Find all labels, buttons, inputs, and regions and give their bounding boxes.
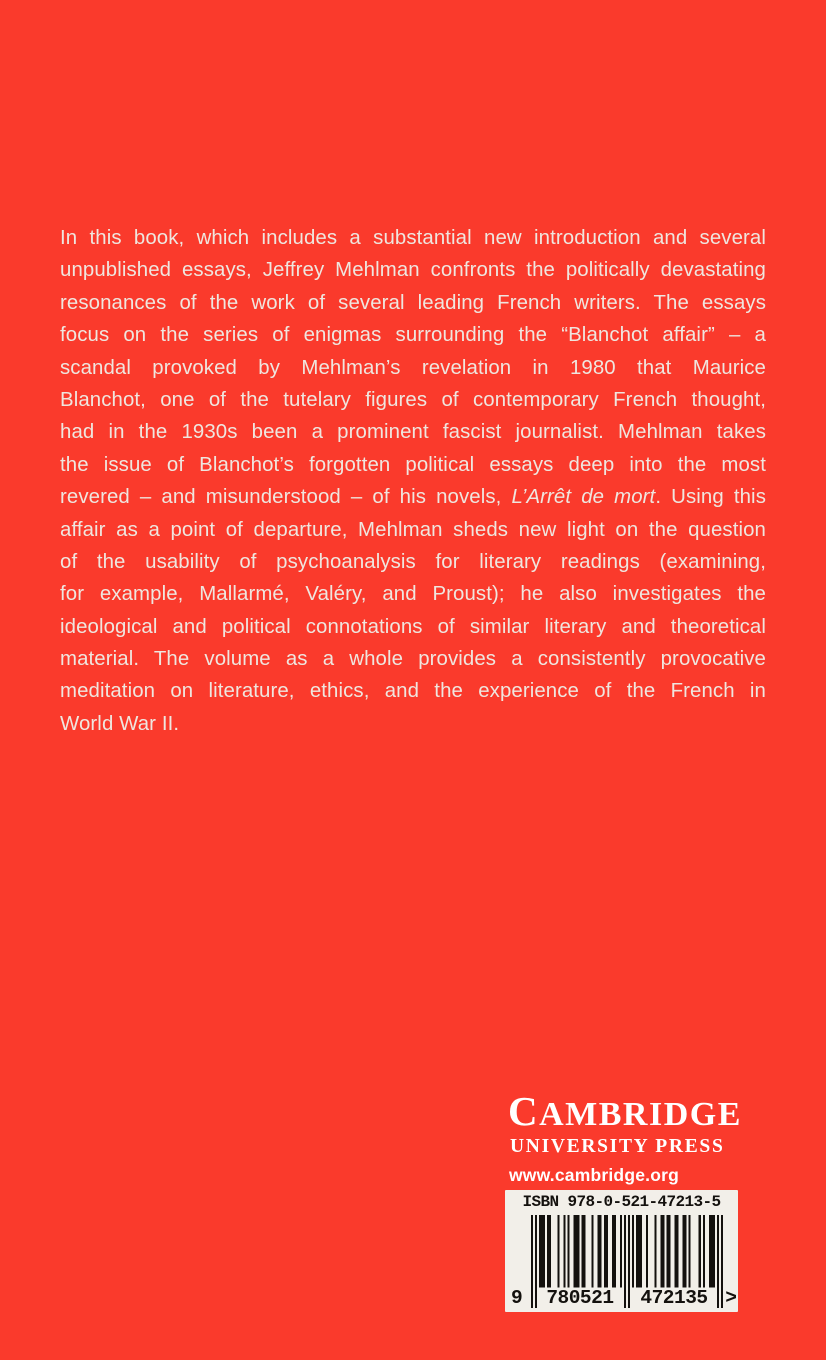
blurb-line: for example, Mallarmé, Valéry, and Proust); he also investigates the xyxy=(60,583,766,606)
barcode-digit-first: 9 xyxy=(511,1287,523,1309)
blurb-line: meditation on literature, ethics, and the experience of the French in xyxy=(60,680,766,703)
blurb-line: material. The volume as a whole provides a consistently provocative xyxy=(60,648,766,671)
back-cover-blurb xyxy=(60,222,766,740)
blurb-line: had in the 1930s been a prominent fascist journalist. Mehlman takes xyxy=(60,421,766,444)
blurb-line: focus on the series of enigmas surrounding the “Blanchot affair” – a xyxy=(60,324,766,347)
isbn-label: ISBN 978-0-521-47213-5 xyxy=(522,1193,721,1211)
barcode-end-marker: > xyxy=(725,1287,737,1309)
blurb-text: . Using this xyxy=(655,486,766,509)
barcode-digits xyxy=(511,1287,737,1309)
blurb-line: resonances of the work of several leading French writers. The essays xyxy=(60,291,766,314)
book-title-italic: L’Arrêt de mort xyxy=(511,486,656,509)
isbn-barcode-box xyxy=(505,1190,738,1312)
blurb-line: of the usability of psychoanalysis for literary readings (examining, xyxy=(60,550,766,573)
publisher-website-url: www.cambridge.org xyxy=(509,1165,680,1185)
blurb-line: World War II. xyxy=(60,712,180,735)
barcode-digit-group1: 780521 xyxy=(546,1287,614,1309)
blurb-text: revered – and misunderstood – of his novels, xyxy=(60,486,512,509)
blurb-line-with-book-title xyxy=(60,481,766,513)
publisher-logo xyxy=(508,1088,742,1185)
blurb-line: ideological and political connotations of similar literary and theoretical xyxy=(60,615,766,638)
university-press-label: UNIVERSITY PRESS xyxy=(510,1136,725,1157)
blurb-line: the issue of Blanchot’s forgotten political essays deep into the most xyxy=(60,453,766,476)
blurb-line: Blanchot, one of the tutelary figures of contemporary French thought, xyxy=(60,388,766,411)
blurb-line: In this book, which includes a substantial new introduction and several xyxy=(60,227,766,249)
blurb-line: scandal provoked by Mehlman’s revelation in 1980 that Maurice xyxy=(60,356,766,379)
blurb-line: unpublished essays, Jeffrey Mehlman confronts the politically devastating xyxy=(60,259,766,282)
barcode-digit-group2: 472135 xyxy=(640,1287,708,1309)
cambridge-wordmark: CAMBRIDGE xyxy=(508,1088,742,1134)
blurb-line: affair as a point of departure, Mehlman sheds new light on the question xyxy=(60,518,766,541)
